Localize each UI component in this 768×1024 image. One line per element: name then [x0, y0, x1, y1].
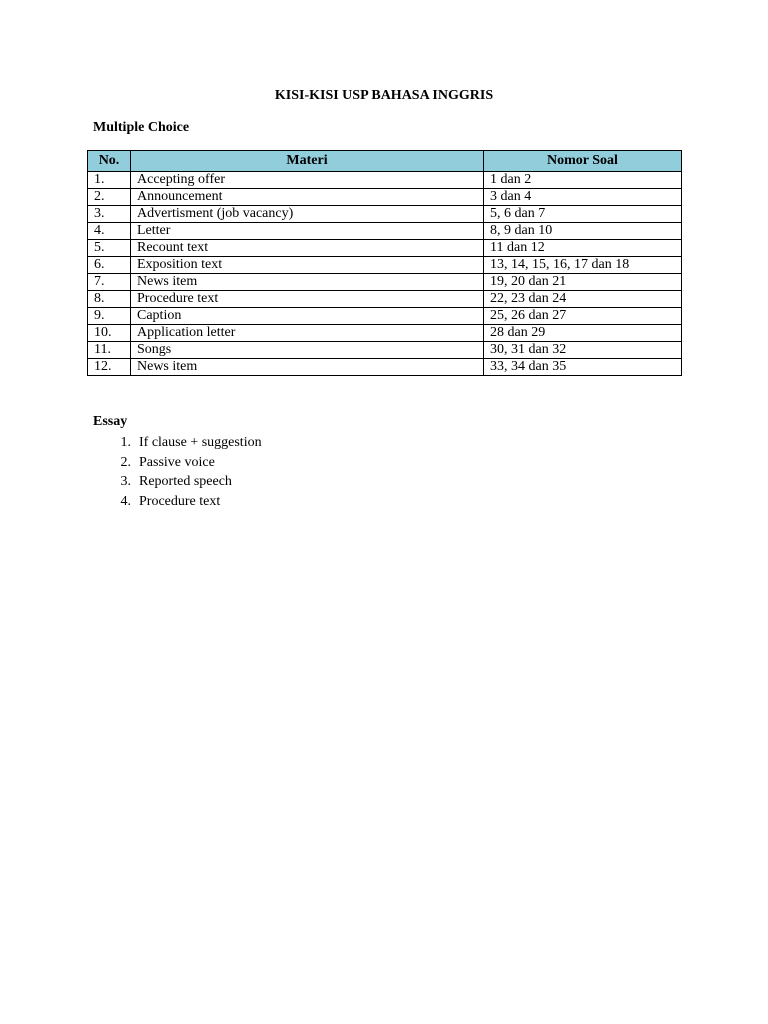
cell-nomor-soal: 33, 34 dan 35 — [484, 359, 682, 376]
list-item-number: 2. — [120, 454, 131, 470]
list-item-text: Passive voice — [139, 454, 215, 470]
table-row — [88, 172, 682, 189]
cell-nomor-soal: 28 dan 29 — [484, 325, 682, 342]
list-item-text: Procedure text — [139, 493, 221, 509]
list-item — [93, 492, 262, 512]
table-header-row — [88, 151, 682, 172]
page-title: KISI-KISI USP BAHASA INGGRIS — [274, 88, 494, 103]
list-item-number: 4. — [120, 493, 131, 509]
column-header-nomor-soal: Nomor Soal — [484, 151, 682, 172]
cell-no: 7. — [88, 274, 131, 291]
column-header-materi: Materi — [131, 151, 484, 172]
cell-no: 12. — [88, 359, 131, 376]
column-header-no: No. — [88, 151, 131, 172]
multiple-choice-heading: Multiple Choice — [93, 120, 190, 135]
cell-no: 1. — [88, 172, 131, 189]
cell-no: 8. — [88, 291, 131, 308]
table-row — [88, 308, 682, 325]
cell-materi: Advertisment (job vacancy) — [131, 206, 484, 223]
table-row — [88, 257, 682, 274]
cell-no: 4. — [88, 223, 131, 240]
table-row — [88, 240, 682, 257]
cell-nomor-soal: 1 dan 2 — [484, 172, 682, 189]
cell-nomor-soal: 5, 6 dan 7 — [484, 206, 682, 223]
cell-materi: News item — [131, 274, 484, 291]
cell-no: 9. — [88, 308, 131, 325]
table-row — [88, 325, 682, 342]
cell-materi: Songs — [131, 342, 484, 359]
list-item — [93, 472, 262, 492]
cell-materi: Exposition text — [131, 257, 484, 274]
cell-materi: Caption — [131, 308, 484, 325]
table-row — [88, 291, 682, 308]
list-item — [93, 453, 262, 473]
cell-materi: Recount text — [131, 240, 484, 257]
cell-materi: Application letter — [131, 325, 484, 342]
table-body — [88, 172, 682, 376]
cell-materi: Accepting offer — [131, 172, 484, 189]
list-item-number: 1. — [120, 435, 131, 450]
cell-nomor-soal: 25, 26 dan 27 — [484, 308, 682, 325]
table-row — [88, 342, 682, 359]
cell-no: 3. — [88, 206, 131, 223]
table-row — [88, 274, 682, 291]
cell-nomor-soal: 13, 14, 15, 16, 17 dan 18 — [484, 257, 682, 274]
essay-heading: Essay — [93, 414, 128, 429]
essay-list — [93, 433, 262, 511]
cell-materi: News item — [131, 359, 484, 376]
cell-nomor-soal: 3 dan 4 — [484, 189, 682, 206]
cell-no: 5. — [88, 240, 131, 257]
cell-no: 10. — [88, 325, 131, 342]
list-item-number: 3. — [120, 474, 131, 489]
cell-materi: Announcement — [131, 189, 484, 206]
list-item — [93, 433, 262, 453]
cell-nomor-soal: 19, 20 dan 21 — [484, 274, 682, 291]
list-item-text: If clause + suggestion — [139, 435, 262, 450]
cell-nomor-soal: 11 dan 12 — [484, 240, 682, 257]
cell-no: 6. — [88, 257, 131, 274]
cell-no: 11. — [88, 342, 131, 359]
table-row — [88, 359, 682, 376]
cell-nomor-soal: 8, 9 dan 10 — [484, 223, 682, 240]
table-row — [88, 206, 682, 223]
cell-materi: Procedure text — [131, 291, 484, 308]
table-row — [88, 223, 682, 240]
list-item-text: Reported speech — [139, 474, 232, 489]
cell-materi: Letter — [131, 223, 484, 240]
cell-nomor-soal: 30, 31 dan 32 — [484, 342, 682, 359]
cell-no: 2. — [88, 189, 131, 206]
table-row — [88, 189, 682, 206]
cell-nomor-soal: 22, 23 dan 24 — [484, 291, 682, 308]
multiple-choice-table — [87, 150, 682, 376]
